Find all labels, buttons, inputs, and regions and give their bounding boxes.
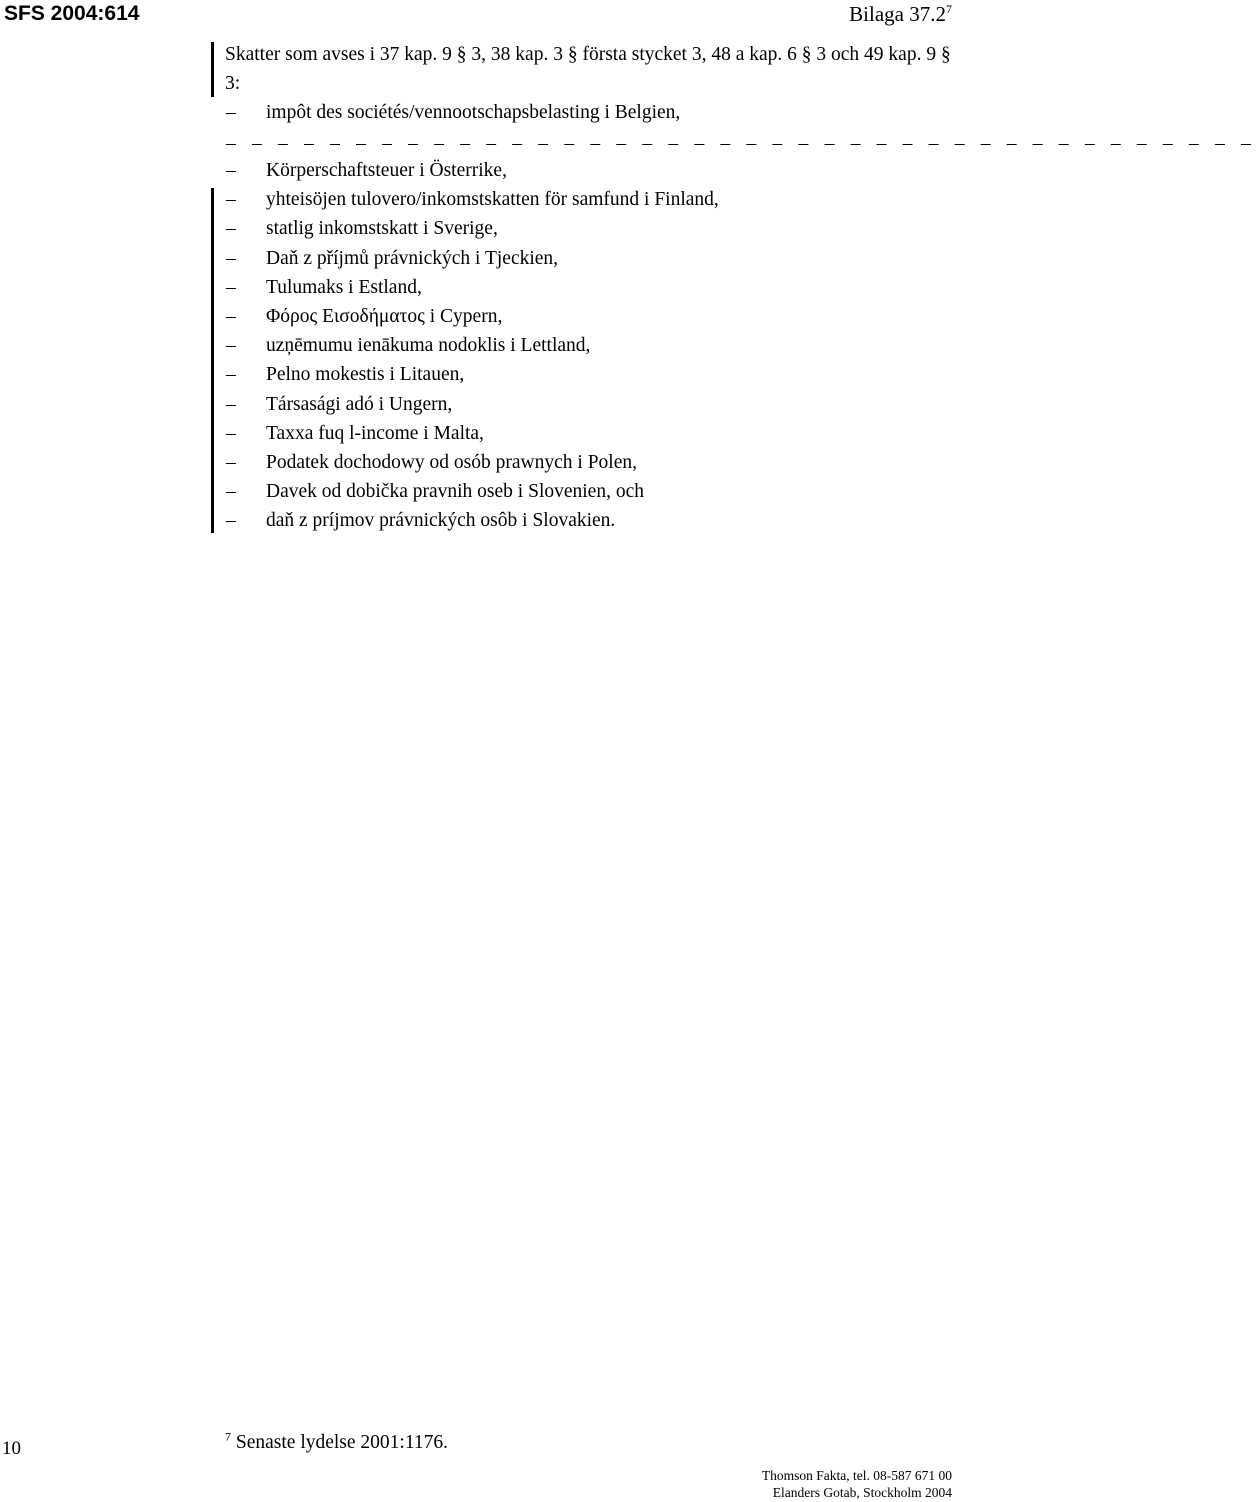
list-item-text: uzņēmumu ienākuma nodoklis i Lettland, [266, 335, 591, 357]
list-item [226, 98, 680, 127]
list-dash: – [226, 481, 236, 503]
list-item [226, 448, 637, 477]
list-item-text: impôt des sociétés/vennootschapsbelasting i Belgien, [266, 102, 681, 123]
bilaga-heading [849, 2, 952, 27]
list-item [226, 244, 558, 273]
list-item [226, 214, 498, 243]
list-dash: – [226, 364, 236, 386]
list-dash: – [226, 335, 236, 357]
list-dash: – [226, 510, 236, 532]
list-item-text: Davek od dobička pravnih oseb i Slovenien, och [266, 481, 644, 503]
list-dash: – [226, 247, 236, 269]
list-item [226, 477, 644, 506]
change-bar-list [211, 188, 214, 533]
omission-line: – – – – – – – – – – – – – – – – – – – – – – – – – – – – – – – – – – – – – – – – [226, 133, 1256, 154]
list-dash: – [226, 306, 236, 327]
list-dash: – [226, 452, 236, 473]
sfs-number: SFS 2004:614 [4, 2, 140, 25]
list-dash: – [226, 393, 236, 415]
list-item-text: daň z príjmov právnických osôb i Slovakien. [266, 510, 616, 532]
list-item-text: Daň z příjmů právnických i Tjeckien, [266, 247, 559, 269]
intro-paragraph: Skatter som avses i 37 kap. 9 § 3, 38 kap. 3 § första stycket 3, 48 a kap. 6 § 3 och 49 kap. 9 § 3: [225, 44, 951, 94]
list-item-text: Podatek dochodowy od osób prawnych i Polen, [266, 452, 637, 473]
list-dash: – [226, 160, 236, 181]
page-number: 10 [2, 1438, 21, 1459]
bilaga-footnote-ref: 7 [946, 2, 952, 16]
list-item-text: Körperschaftsteuer i Österrike, [266, 160, 507, 181]
list-dash: – [226, 218, 236, 240]
list-item [226, 273, 422, 302]
list-item [226, 185, 719, 214]
imprint-publisher: Thomson Fakta, tel. 08-587 671 00 [761, 1468, 952, 1483]
list-item [226, 156, 507, 185]
list-item [226, 360, 464, 389]
list-item-text: Φόρος Εισοδήματος i Cypern, [266, 306, 503, 327]
list-item-text: statlig inkomstskatt i Sverige, [266, 218, 498, 240]
imprint-printer: Elanders Gotab, Stockholm 2004 [772, 1485, 952, 1500]
list-item [226, 506, 615, 535]
list-item-text: Pelno mokestis i Litauen, [266, 364, 465, 386]
change-bar-intro [211, 42, 214, 97]
footnote [225, 1429, 448, 1454]
list-item-text: yhteisöjen tulovero/inkomstskatten för samfund i Finland, [266, 189, 719, 211]
footnote-mark: 7 [225, 1429, 231, 1444]
bilaga-label: Bilaga 37.2 [849, 2, 946, 26]
list-item-text: Társasági adó i Ungern, [266, 393, 453, 415]
list-dash: – [226, 276, 236, 298]
list-item [226, 331, 590, 360]
list-dash: – [226, 422, 236, 444]
list-item-text: Taxxa fuq l-income i Malta, [266, 422, 484, 444]
list-item [226, 390, 452, 419]
footnote-text: Senaste lydelse 2001:1176. [235, 1432, 448, 1453]
list-item [226, 419, 484, 448]
list-item-text: Tulumaks i Estland, [266, 276, 422, 298]
list-item [226, 302, 502, 331]
list-dash: – [226, 102, 236, 123]
list-dash: – [226, 189, 236, 211]
